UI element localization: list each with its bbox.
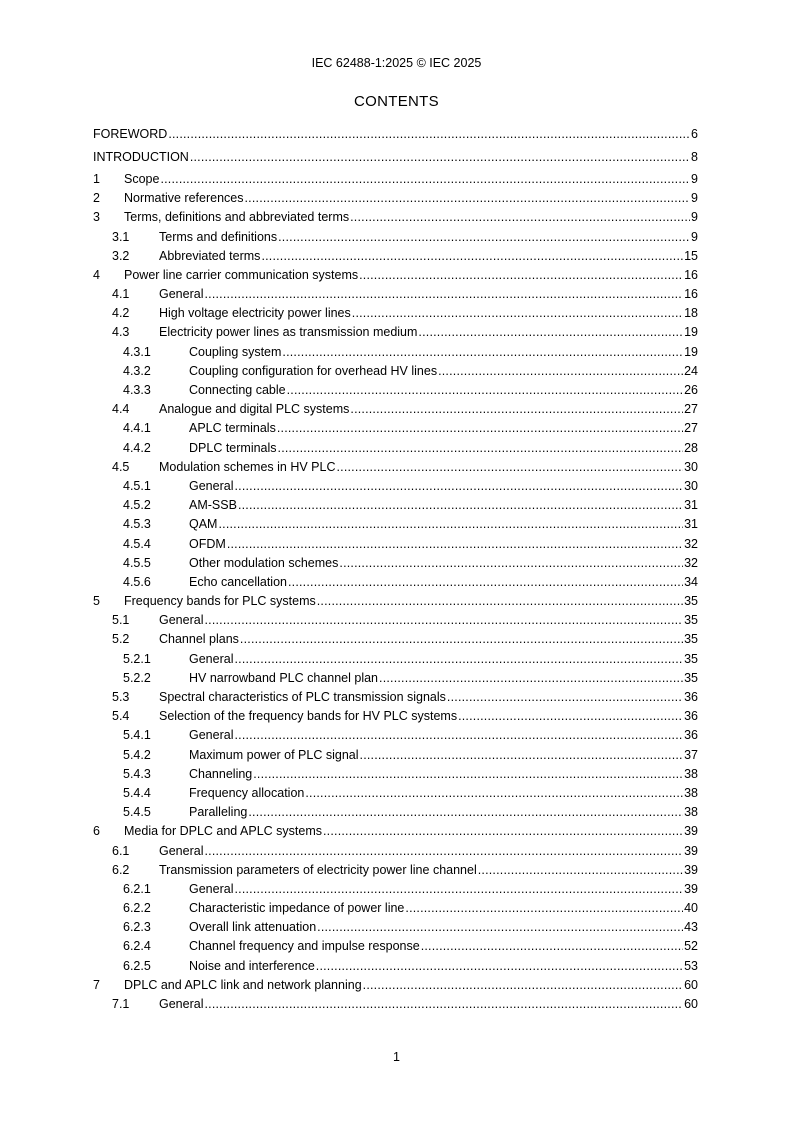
toc-entry-number: 5.2.2 xyxy=(123,670,151,685)
toc-entry-page: 28 xyxy=(684,440,698,455)
toc-entry[interactable] xyxy=(93,187,698,206)
toc-entry-title: Modulation schemes in HV PLC xyxy=(159,459,336,474)
toc-entry-title: Coupling system xyxy=(189,344,282,359)
toc-entry-number: 3 xyxy=(93,210,100,225)
toc-entry-title: Channel frequency and impulse response xyxy=(189,939,420,954)
dot-leader xyxy=(253,767,683,782)
toc-entry[interactable] xyxy=(93,571,698,590)
dot-leader xyxy=(478,863,683,878)
toc-entry-page: 31 xyxy=(684,498,698,513)
toc-entry-page: 27 xyxy=(684,402,698,417)
toc-entry-page: 27 xyxy=(684,421,698,436)
toc-entry-title: Normative references xyxy=(124,191,244,206)
dot-leader xyxy=(363,978,683,993)
dot-leader xyxy=(438,364,683,379)
toc-entry[interactable] xyxy=(93,628,698,647)
toc-entry[interactable] xyxy=(93,647,698,666)
toc-entry-number: 5.4.5 xyxy=(123,805,151,820)
toc-entry-page: 35 xyxy=(684,613,698,628)
toc-entry-page: 37 xyxy=(684,747,698,762)
toc-entry-title: General xyxy=(159,997,204,1011)
toc-entry-page: 30 xyxy=(684,459,698,474)
toc-entry-page: 38 xyxy=(684,805,698,820)
dot-leader xyxy=(234,479,683,494)
toc-entry-title: Media for DPLC and APLC systems xyxy=(124,824,322,839)
toc-entry-title: Channeling xyxy=(189,766,253,781)
toc-entry-page: 35 xyxy=(684,670,698,685)
dot-leader xyxy=(360,748,684,763)
toc-entry[interactable] xyxy=(93,916,698,935)
toc-entry-page: 38 xyxy=(684,785,698,800)
toc-entry-title: Overall link attenuation xyxy=(189,920,317,935)
toc-entry-title: Terms and definitions xyxy=(159,229,278,244)
dot-leader xyxy=(218,517,683,532)
toc-entry-title: Other modulation schemes xyxy=(189,555,339,570)
dot-leader xyxy=(405,901,683,916)
toc-entry-page: 36 xyxy=(684,709,698,724)
dot-leader xyxy=(204,844,683,859)
toc-entry-number: 4.4.2 xyxy=(123,440,151,455)
dot-leader xyxy=(323,824,683,839)
toc-entry[interactable] xyxy=(93,398,698,417)
toc-entry-number: 6 xyxy=(93,824,100,839)
toc-entry-number: 5.1 xyxy=(112,613,130,628)
toc-entry[interactable] xyxy=(93,878,698,897)
toc-entry-page: 38 xyxy=(684,766,698,781)
toc-entry-title: Scope xyxy=(124,171,160,186)
toc-entry-page: 43 xyxy=(684,920,698,935)
dot-leader xyxy=(359,268,683,283)
toc-entry[interactable] xyxy=(93,667,698,686)
toc-entry-page: 16 xyxy=(684,267,698,282)
toc-entry-title: APLC terminals xyxy=(189,421,276,436)
dot-leader xyxy=(238,498,683,513)
toc-entry-page: 32 xyxy=(684,555,698,570)
page-header: IEC 62488-1:2025 © IEC 2025 xyxy=(311,56,482,70)
toc-entry-number: 4.5.1 xyxy=(123,478,151,493)
toc-entry-number: 5.4.1 xyxy=(123,728,151,743)
toc-entry[interactable] xyxy=(93,820,698,839)
toc-entry-title: Maximum power of PLC signal xyxy=(189,747,359,762)
toc-entry-page: 19 xyxy=(684,325,698,340)
toc-entry-title: QAM xyxy=(189,517,218,532)
toc-entry-number: 5.4.4 xyxy=(123,785,151,800)
toc-entry-number: 6.2.5 xyxy=(123,958,151,973)
toc-entry-page: 52 xyxy=(684,939,698,954)
dot-leader xyxy=(234,652,683,667)
toc-entry-title: DPLC and APLC link and network planning xyxy=(124,977,362,992)
toc-entry-title: Characteristic impedance of power line xyxy=(189,901,405,916)
dot-leader xyxy=(168,127,690,142)
dot-leader xyxy=(204,287,683,302)
toc-entry-title: OFDM xyxy=(189,536,226,551)
dot-leader xyxy=(288,575,683,590)
toc-entry-title: General xyxy=(189,651,234,666)
toc-entry-number: 4.3.1 xyxy=(123,344,151,359)
toc-entry-page: 24 xyxy=(684,363,698,378)
dot-leader xyxy=(234,728,683,743)
toc-entry-page: 16 xyxy=(684,287,698,302)
toc-entry-number: 4.3 xyxy=(112,325,130,340)
toc-entry-page: 9 xyxy=(691,210,698,225)
toc-entry-number: 6.2.1 xyxy=(123,881,151,896)
toc-entry-title: Electricity power lines as transmission medium xyxy=(159,325,418,340)
dot-leader xyxy=(350,210,690,225)
toc-entry-page: 36 xyxy=(684,690,698,704)
toc-entry-number: 4.5.5 xyxy=(123,555,151,570)
page-number: 1 xyxy=(393,1050,400,1064)
toc-entry-number: 5.4.2 xyxy=(123,747,151,762)
toc-entry-title: Terms, definitions and abbreviated terms xyxy=(124,210,350,225)
toc-entry-page: 18 xyxy=(684,306,698,321)
toc-entry[interactable] xyxy=(93,456,698,475)
toc-entry-number: 7.1 xyxy=(112,997,130,1011)
toc-entry-title: Coupling configuration for overhead HV lines xyxy=(189,363,438,378)
toc-entry[interactable] xyxy=(93,321,698,340)
toc-entry-number: 6.2.3 xyxy=(123,920,151,935)
toc-entry[interactable] xyxy=(93,532,698,551)
dot-leader xyxy=(277,421,683,436)
dot-leader xyxy=(447,690,683,705)
toc-entry-number: 6.2.4 xyxy=(123,939,151,954)
toc-entry-title: General xyxy=(189,478,234,493)
dot-leader xyxy=(190,150,690,165)
toc-entry[interactable] xyxy=(93,417,698,436)
toc-entry-number: 4.3.3 xyxy=(123,383,151,397)
toc-entry-page: 19 xyxy=(684,344,698,359)
toc-entry-title: General xyxy=(189,728,234,743)
toc-entry-title: FOREWORD xyxy=(93,127,168,142)
toc-entry-page: 9 xyxy=(691,191,698,206)
toc-entry-number: 7 xyxy=(93,977,100,992)
dot-leader xyxy=(458,709,683,724)
dot-leader xyxy=(278,230,690,245)
toc-entry[interactable] xyxy=(93,264,698,283)
toc-entry[interactable] xyxy=(93,206,698,225)
toc-entry-title: Connecting cable xyxy=(189,383,286,397)
toc-entry-number: 4.5.3 xyxy=(123,517,151,532)
toc-entry-title: HV narrowband PLC channel plan xyxy=(189,670,379,685)
toc-entry-page: 53 xyxy=(684,958,698,973)
toc-entry-page: 39 xyxy=(684,843,698,858)
toc-entry-number: 4.5 xyxy=(112,459,130,474)
toc-entry[interactable] xyxy=(93,360,698,379)
toc-entry-title: Selection of the frequency bands for HV PLC systems xyxy=(159,709,458,724)
toc-entry-number: 4.3.2 xyxy=(123,363,151,378)
toc-entry-title: INTRODUCTION xyxy=(93,149,189,164)
toc-entry-title: DPLC terminals xyxy=(189,440,277,455)
toc-entry-page: 60 xyxy=(684,977,698,992)
toc-entry-page: 60 xyxy=(684,997,698,1011)
toc-entry-title: Spectral characteristics of PLC transmission signals xyxy=(159,690,446,704)
toc-entry-number: 4.2 xyxy=(112,306,130,321)
toc-entry[interactable] xyxy=(93,340,698,359)
toc-entry[interactable] xyxy=(93,145,698,164)
toc-entry-title: Channel plans xyxy=(159,632,239,647)
toc-entry-page: 39 xyxy=(684,862,698,877)
toc-entry-page: 6 xyxy=(691,127,698,142)
toc-entry-number: 6.2.2 xyxy=(123,901,151,916)
dot-leader xyxy=(418,325,683,340)
toc-entry[interactable] xyxy=(93,763,698,782)
toc-entry[interactable] xyxy=(93,782,698,801)
toc-entry[interactable] xyxy=(93,705,698,724)
toc-entry[interactable] xyxy=(93,225,698,244)
dot-leader xyxy=(317,920,683,935)
toc-entry[interactable] xyxy=(93,168,698,187)
toc-entry-title: Abbreviated terms xyxy=(159,248,261,263)
toc-entry-number: 4.5.6 xyxy=(123,574,151,589)
toc-entry-number: 3.1 xyxy=(112,229,130,244)
toc-entry-title: General xyxy=(159,843,204,858)
toc-entry[interactable] xyxy=(93,609,698,628)
toc-entry-title: Frequency allocation xyxy=(189,785,305,800)
toc-entry[interactable] xyxy=(93,590,698,609)
toc-entry-title: Noise and interference xyxy=(189,958,315,973)
toc-entry-title: General xyxy=(189,881,234,896)
toc-entry[interactable] xyxy=(93,935,698,954)
toc-entry[interactable] xyxy=(93,123,698,142)
dot-leader xyxy=(248,805,683,820)
dot-leader xyxy=(352,306,683,321)
toc-entry-number: 1 xyxy=(93,171,100,186)
toc-entry-page: 39 xyxy=(684,881,698,896)
toc-entry-page: 31 xyxy=(684,517,698,532)
dot-leader xyxy=(287,383,683,398)
toc-entry[interactable] xyxy=(93,283,698,302)
toc-entry[interactable] xyxy=(93,993,698,1012)
toc-entry-title: General xyxy=(159,613,204,628)
dot-leader xyxy=(282,345,683,360)
toc-entry-number: 4.4.1 xyxy=(123,421,151,436)
toc-entry-title: Echo cancellation xyxy=(189,574,287,589)
toc-entry-number: 5 xyxy=(93,594,100,609)
toc-entry-page: 8 xyxy=(691,149,698,164)
toc-entry-title: General xyxy=(159,287,204,302)
toc-entry-page: 35 xyxy=(684,632,698,647)
dot-leader xyxy=(336,460,683,475)
toc-entry-number: 3.2 xyxy=(112,248,130,263)
toc-entry-number: 5.4 xyxy=(112,709,130,724)
toc-entry-title: Frequency bands for PLC systems xyxy=(124,594,316,609)
dot-leader xyxy=(278,441,684,456)
dot-leader xyxy=(227,537,683,552)
toc-entry[interactable] xyxy=(93,494,698,513)
toc-entry-number: 5.2.1 xyxy=(123,651,151,666)
toc-entry-number: 4.5.4 xyxy=(123,536,151,551)
toc-entry-title: Paralleling xyxy=(189,805,248,820)
dot-leader xyxy=(379,671,683,686)
dot-leader xyxy=(421,939,683,954)
dot-leader xyxy=(339,556,683,571)
toc-entry-number: 2 xyxy=(93,191,100,206)
toc-entry[interactable] xyxy=(93,954,698,973)
dot-leader xyxy=(316,959,683,974)
toc-entry-page: 34 xyxy=(684,574,698,589)
toc-entry-title: High voltage electricity power lines xyxy=(159,306,351,321)
toc-entry[interactable] xyxy=(93,379,698,398)
toc-entry[interactable] xyxy=(93,724,698,743)
dot-leader xyxy=(204,997,683,1012)
toc-entry[interactable] xyxy=(93,552,698,571)
toc-entry-number: 6.1 xyxy=(112,843,130,858)
toc-entry-page: 9 xyxy=(691,171,698,186)
toc-entry[interactable] xyxy=(93,302,698,321)
dot-leader xyxy=(204,613,683,628)
toc-entry-title: Analogue and digital PLC systems xyxy=(159,402,350,417)
toc-entry-page: 32 xyxy=(684,536,698,551)
toc-entry-title: Transmission parameters of electricity power line channel xyxy=(159,862,477,877)
toc-entry[interactable] xyxy=(93,686,698,705)
dot-leader xyxy=(160,172,690,187)
toc-entry-page: 9 xyxy=(691,229,698,244)
toc-entry[interactable] xyxy=(93,897,698,916)
toc-entry-number: 5.2 xyxy=(112,632,130,647)
toc-entry-page: 26 xyxy=(684,383,698,397)
dot-leader xyxy=(350,402,683,417)
toc-entry[interactable] xyxy=(93,245,698,264)
toc-entry-number: 4 xyxy=(93,267,100,282)
toc-entry[interactable] xyxy=(93,839,698,858)
toc-entry-number: 4.4 xyxy=(112,402,130,417)
toc-entry[interactable] xyxy=(93,801,698,820)
toc-entry[interactable] xyxy=(93,513,698,532)
toc-entry-title: AM-SSB xyxy=(189,498,237,513)
toc-entry-page: 39 xyxy=(684,824,698,839)
dot-leader xyxy=(261,249,683,264)
toc-entry[interactable] xyxy=(93,974,698,993)
toc-entry[interactable] xyxy=(93,475,698,494)
dot-leader xyxy=(317,594,683,609)
dot-leader xyxy=(305,786,683,801)
toc-entry-page: 30 xyxy=(684,478,698,493)
toc-entry-number: 5.3 xyxy=(112,690,130,704)
toc-entry-page: 35 xyxy=(684,651,698,666)
toc-entry-page: 15 xyxy=(684,248,698,263)
toc-entry-page: 40 xyxy=(684,901,698,916)
toc-entry-title: Power line carrier communication systems xyxy=(124,267,359,282)
dot-leader xyxy=(245,191,691,206)
dot-leader xyxy=(240,632,683,647)
toc-entry-page: 36 xyxy=(684,728,698,743)
toc-entry[interactable] xyxy=(93,743,698,762)
page-title: CONTENTS xyxy=(354,93,439,110)
toc-entry-number: 4.1 xyxy=(112,287,130,302)
toc-entry[interactable] xyxy=(93,436,698,455)
toc-entry-number: 5.4.3 xyxy=(123,766,151,781)
toc-entry-number: 6.2 xyxy=(112,862,130,877)
table-of-contents xyxy=(93,123,698,1012)
toc-entry[interactable] xyxy=(93,859,698,878)
toc-entry-number: 4.5.2 xyxy=(123,498,151,513)
dot-leader xyxy=(234,882,683,897)
toc-entry-page: 35 xyxy=(684,594,698,609)
